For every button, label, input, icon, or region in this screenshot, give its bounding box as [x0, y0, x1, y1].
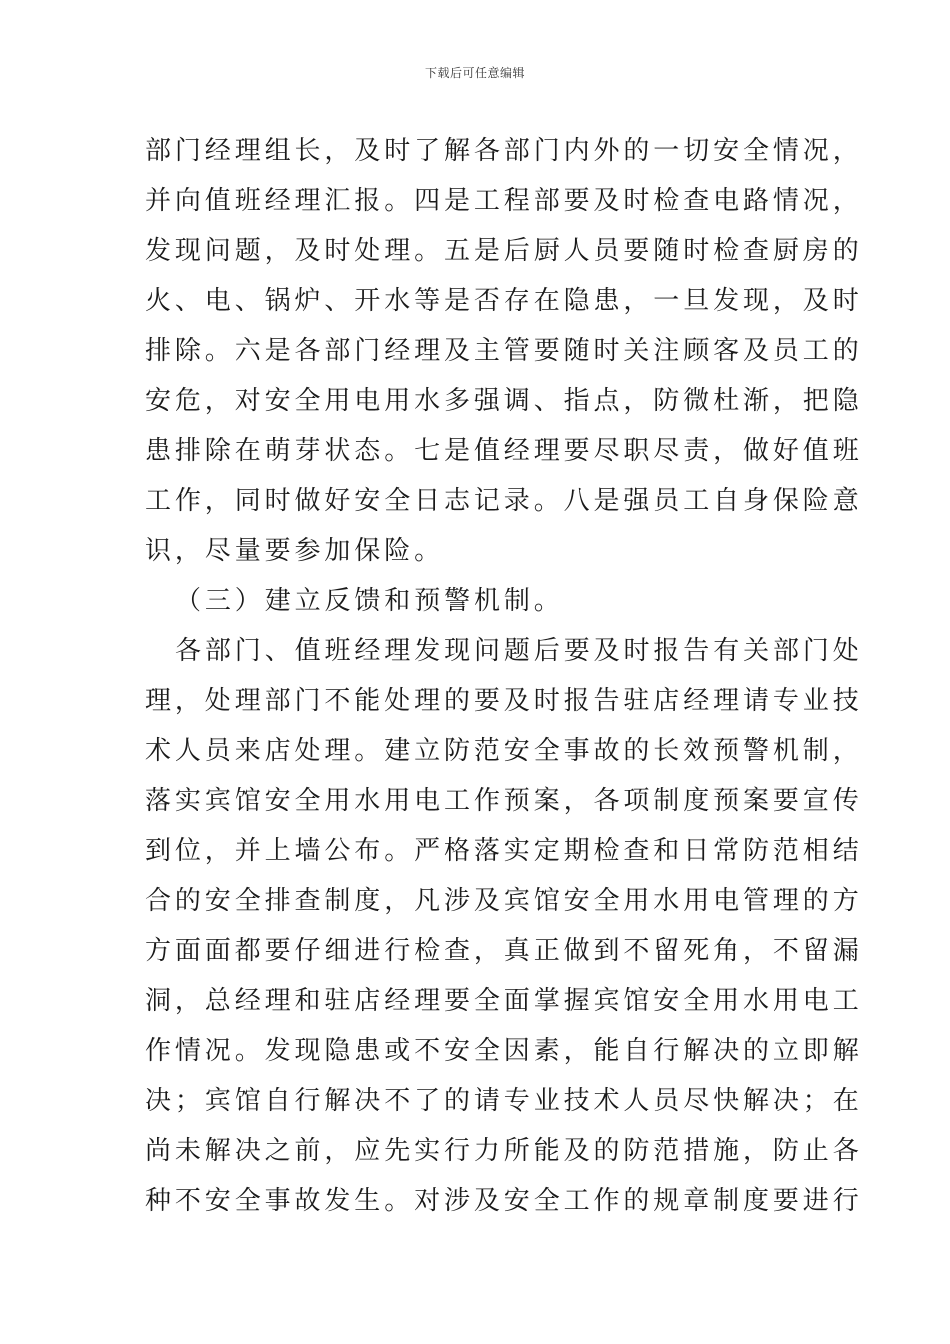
text-line: 各部门、值班经理发现问题后要及时报告有关部门处 — [175, 636, 863, 666]
text-line: （三）建立反馈和预警机制。 — [175, 586, 564, 616]
text-line: 种不安全事故发生。对涉及安全工作的规章制度要进行 — [145, 1186, 863, 1216]
text-line: 方面面都要仔细进行检查，真正做到不留死角，不留漏 — [145, 936, 863, 966]
header-note: 下载后可任意编辑 — [424, 66, 525, 80]
text-line: 合的安全排查制度，凡涉及宾馆安全用水用电管理的方 — [145, 886, 863, 916]
text-line: 部门经理组长，及时了解各部门内外的一切安全情况， — [145, 136, 863, 166]
text-line: 决；宾馆自行解决不了的请专业技术人员尽快解决；在 — [145, 1086, 863, 1116]
text-line: 排除。六是各部门经理及主管要随时关注顾客及员工的 — [145, 336, 863, 366]
text-line: 发现问题，及时处理。五是后厨人员要随时检查厨房的 — [145, 236, 863, 266]
text-line: 作情况。发现隐患或不安全因素，能自行解决的立即解 — [145, 1036, 863, 1066]
text-line: 识，尽量要参加保险。 — [145, 536, 445, 566]
text-line: 术人员来店处理。建立防范安全事故的长效预警机制， — [145, 736, 863, 766]
text-line: 工作，同时做好安全日志记录。八是强员工自身保险意 — [145, 486, 863, 516]
text-line: 安危，对安全用电用水多强调、指点，防微杜渐，把隐 — [145, 386, 863, 416]
text-line: 到位，并上墙公布。严格落实定期检查和日常防范相结 — [145, 836, 863, 866]
text-line: 尚未解决之前，应先实行力所能及的防范措施，防止各 — [145, 1136, 863, 1166]
text-line: 理，处理部门不能处理的要及时报告驻店经理请专业技 — [145, 686, 863, 716]
text-line: 火、电、锅炉、开水等是否存在隐患，一旦发现，及时 — [145, 286, 863, 316]
text-line: 洞，总经理和驻店经理要全面掌握宾馆安全用水用电工 — [145, 986, 863, 1016]
document-body — [145, 126, 863, 1226]
text-line: 落实宾馆安全用水用电工作预案，各项制度预案要宣传 — [145, 786, 863, 816]
text-line: 患排除在萌芽状态。七是值经理要尽职尽责，做好值班 — [145, 436, 863, 466]
text-line: 并向值班经理汇报。四是工程部要及时检查电路情况， — [145, 186, 863, 216]
